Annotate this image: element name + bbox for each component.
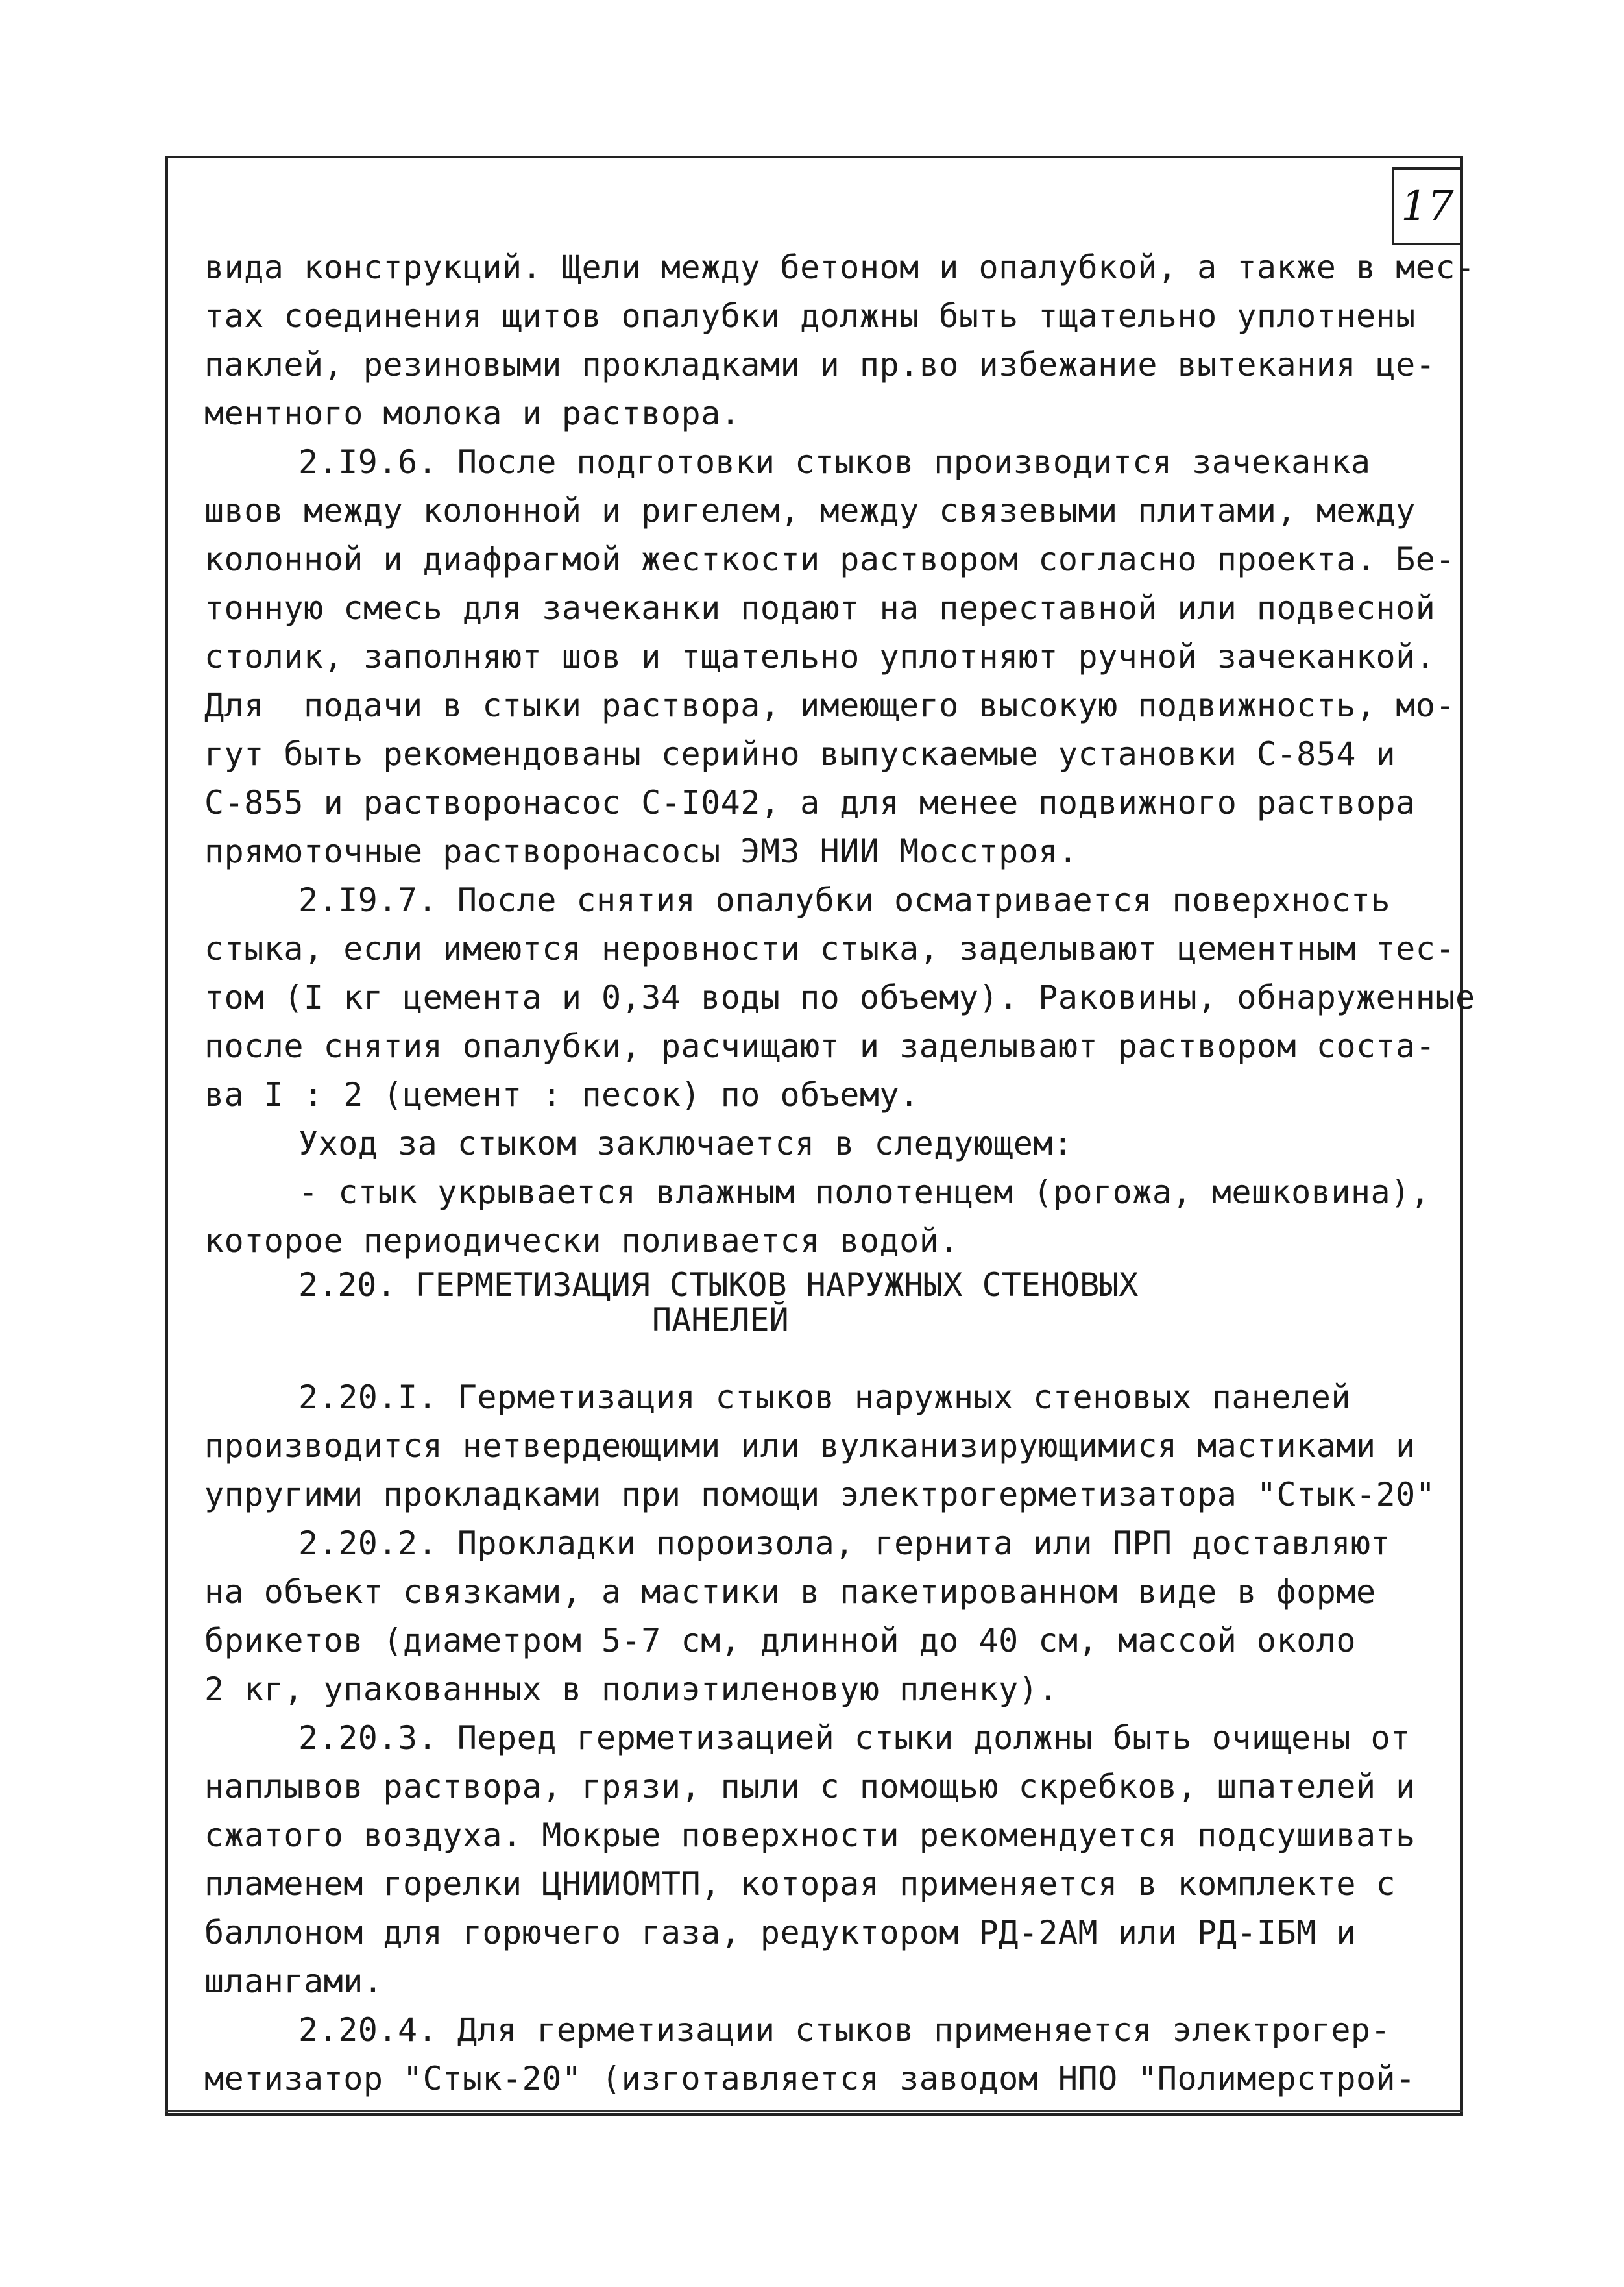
- list-item: - стык укрывается влажным полотенцем (рогожа, мешковина),: [298, 1173, 1431, 1211]
- text-line: паклей, резиновыми прокладками и пр.во избежание вытекания це-: [204, 346, 1436, 384]
- paragraph-2-19-7: 2.I9.7. После снятия опалубки осматривается поверхность: [298, 881, 1391, 919]
- text-line: столик, заполняют шов и тщательно уплотняют ручной зачеканкой.: [204, 638, 1436, 676]
- text-line: сжатого воздуха. Мокрые поверхности рекомендуется подсушивать: [204, 1816, 1416, 1854]
- text-line: наплывов раствора, грязи, пыли с помощью скребков, шпателей и: [204, 1768, 1416, 1805]
- text-line: пламенем горелки ЦНИИОМТП, которая применяется в комплекте с: [204, 1865, 1396, 1903]
- text-line: производится нетвердеющими или вулканизирующимися мастиками и: [204, 1427, 1416, 1465]
- text-line: на объект связками, а мастики в пакетированном виде в форме: [204, 1573, 1376, 1611]
- text-line: тах соединения щитов опалубки должны быть тщательно уплотнены: [204, 297, 1416, 335]
- paragraph-2-20-3: 2.20.3. Перед герметизацией стыки должны быть очищены от: [298, 1719, 1411, 1757]
- paragraph-2-20-4: 2.20.4. Для герметизации стыков применяется электрогер-: [298, 2011, 1391, 2049]
- text-line: С-855 и растворонасос С-I042, а для менее подвижного раствора: [204, 784, 1416, 822]
- text-line: вида конструкций. Щели между бетоном и опалубкой, а также в мес-: [204, 249, 1475, 286]
- text-line: колонной и диафрагмой жесткости раствором согласно проекта. Бе-: [204, 541, 1455, 578]
- text-line: прямоточные растворонасосы ЭМЗ НИИ Мосстроя.: [204, 833, 1078, 870]
- text-line: 2 кг, упакованных в полиэтиленовую пленку).: [204, 1670, 1058, 1708]
- text-line: Уход за стыком заключается в следующем:: [298, 1125, 1073, 1162]
- text-line: стыка, если имеются неровности стыка, заделывают цементным тес-: [204, 930, 1455, 968]
- text-line: ва I : 2 (цемент : песок) по объему.: [204, 1076, 919, 1114]
- text-line: том (I кг цемента и 0,34 воды по объему). Раковины, обнаруженные: [204, 979, 1475, 1016]
- text-line: гут быть рекомендованы серийно выпускаемые установки С-854 и: [204, 735, 1396, 773]
- page-number: 17: [1392, 167, 1463, 245]
- paragraph-2-19-6: 2.I9.6. После подготовки стыков производится зачеканка: [298, 443, 1371, 481]
- text-line: швов между колонной и ригелем, между связевыми плитами, между: [204, 492, 1416, 530]
- text-line: Для подачи в стыки раствора, имеющего высокую подвижность, мо-: [204, 687, 1455, 724]
- section-heading: 2.20. ГЕРМЕТИЗАЦИЯ СТЫКОВ НАРУЖНЫХ СТЕНОВЫХ: [298, 1266, 1139, 1304]
- paragraph-2-20-1: 2.20.I. Герметизация стыков наружных стеновых панелей: [298, 1378, 1351, 1416]
- frame-bottom-rule: [165, 2110, 1463, 2112]
- document-body: [204, 243, 1475, 2103]
- text-line: ментного молока и раствора.: [204, 395, 741, 432]
- text-line: метизатор "Стык-20" (изготавляется заводом НПО "Полимерстрой-: [204, 2060, 1416, 2097]
- text-line: после снятия опалубки, расчищают и заделывают раствором соста-: [204, 1027, 1436, 1065]
- spacer: [204, 1336, 1437, 1373]
- text-line: шлангами.: [204, 1963, 383, 2000]
- text-line: тонную смесь для зачеканки подают на переставной или подвесной: [204, 589, 1436, 627]
- text-line: которое периодически поливается водой.: [204, 1222, 959, 1260]
- text-line: баллоном для горючего газа, редуктором РД-2АМ или РД-IБМ и: [204, 1914, 1356, 1951]
- text-line: упругими прокладками при помощи электрогерметизатора "Стык-20": [204, 1476, 1436, 1513]
- text-line: брикетов (диаметром 5-7 см, длинной до 40 см, массой около: [204, 1622, 1356, 1659]
- paragraph-2-20-2: 2.20.2. Прокладки пороизола, гернита или ПРП доставляют: [298, 1524, 1391, 1562]
- section-heading-continued: ПАНЕЛЕЙ: [652, 1301, 789, 1339]
